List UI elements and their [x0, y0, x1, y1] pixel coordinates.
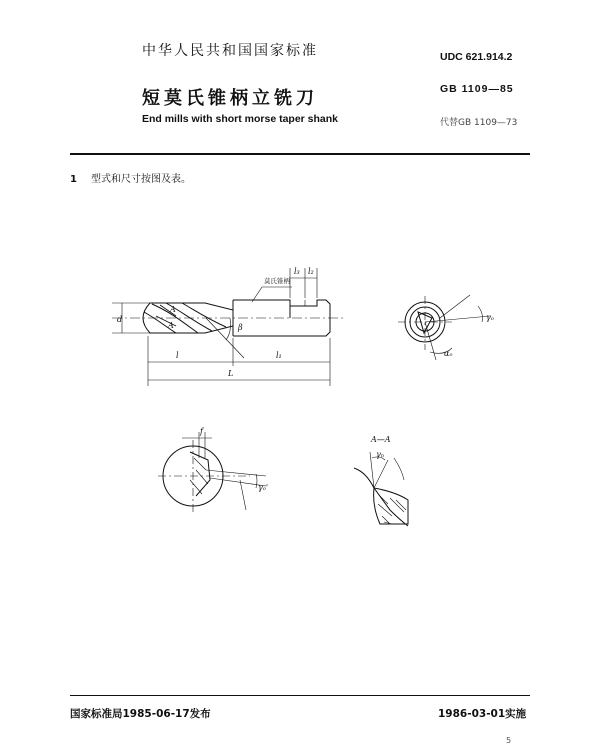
angle-beta: β	[238, 323, 243, 332]
section-mark-a1: A	[170, 305, 176, 314]
issue-date: 国家标准局1985-06-17发布	[70, 708, 211, 720]
section-title-a-a: A—A	[371, 435, 391, 444]
section-a-a-view	[354, 452, 408, 526]
standard-title-cn: 短莫氏锥柄立铣刀	[142, 88, 318, 109]
end-detail-view	[158, 432, 269, 512]
udc-code: UDC 621.914.2	[440, 51, 513, 63]
clause-number: 1	[70, 174, 77, 185]
dim-f: f	[200, 427, 203, 436]
issuing-country-header: 中华人民共和国国家标准	[142, 43, 318, 59]
footer-rule	[70, 695, 530, 696]
page-number: 5	[506, 736, 512, 745]
replaces-note: 代替GB 1109—73	[440, 118, 518, 128]
angle-gamma-o: γₒ	[486, 313, 494, 322]
dim-L: L	[228, 369, 234, 378]
dim-l2: l₂	[308, 267, 314, 276]
dim-l1: l₁	[276, 351, 282, 360]
dim-d: d	[117, 315, 123, 324]
clause-text: 型式和尺寸按图及表。	[90, 174, 191, 185]
standard-title-en: End mills with short morse taper shank	[141, 113, 339, 125]
implementation-date: 1986-03-01实施	[438, 708, 527, 720]
angle-alpha-o: αₒ	[444, 349, 453, 358]
standard-number: GB 1109—85	[440, 83, 514, 95]
angle-gamma-n: γₙ	[376, 450, 385, 459]
angle-gamma-o-prime: γₒ'	[258, 483, 269, 492]
dim-l: l	[176, 351, 179, 360]
taper-shank-label: 莫氏锥柄	[264, 277, 290, 285]
dim-l3: l₃	[294, 267, 300, 276]
section-mark-a2: A	[168, 321, 174, 330]
